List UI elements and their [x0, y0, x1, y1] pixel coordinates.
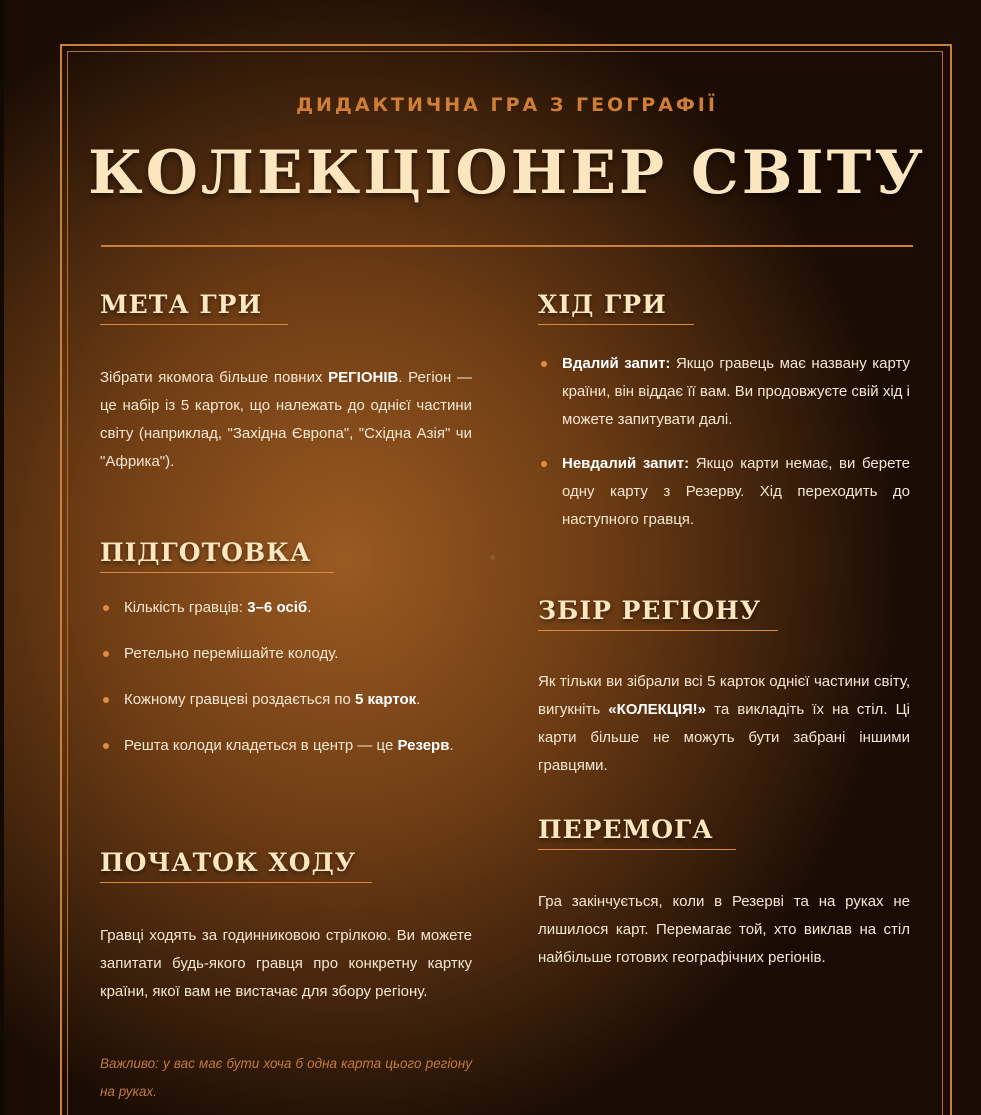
victory-text: Гра закінчується, коли в Резерві та на руках не лишилося карт. Перемагає той, хто виклав на стіл найбільше готових географічних регіонів. — [538, 893, 910, 966]
gameplay-heading-rule — [538, 324, 694, 325]
setup-item — [100, 640, 472, 668]
collect-text-bold: «КОЛЕКЦІЯ!» — [608, 701, 707, 718]
gameplay-item-bold: Вдалий запит: — [562, 355, 671, 372]
setup-item-post: . — [307, 599, 312, 616]
setup-item-bold: 3–6 осіб — [247, 599, 308, 616]
gameplay-item-text: Якщо гравець має названу карту країни, він віддає її вам. Ви продовжуєте свій хід і можете запитувати далі. — [562, 355, 911, 428]
gameplay-item-bold: Невдалий запит: — [562, 455, 690, 472]
gameplay-heading: ХІД ГРИ — [538, 290, 667, 319]
setup-item-text: Кожному гравцеві роздається по — [124, 691, 355, 708]
setup-item-text: Решта колоди кладеться в центр — це — [124, 737, 398, 754]
gameplay-item — [538, 450, 910, 534]
left-column — [100, 0, 472, 1115]
setup-item-bold: 5 карток — [355, 691, 417, 708]
goal-text-part-1: Зібрати якомога більше повних — [100, 369, 329, 386]
setup-item-post: . — [416, 691, 421, 708]
collect-text-part-2: та викладіть їх на стіл. Ці карти більше не можуть бути забрані іншими гравцями. — [538, 701, 910, 774]
setup-item-post: . — [449, 737, 454, 754]
setup-list — [100, 594, 472, 760]
victory-heading-rule — [538, 849, 736, 850]
setup-item — [100, 686, 472, 714]
goal-text-part-2: . Регіон — це набір із 5 карток, що належать до однієї частини світу (наприклад, "Західна Європа", "Східна Азія" чи "Африка"). — [100, 369, 472, 470]
setup-item — [100, 732, 472, 760]
rules-sheet — [4, 0, 981, 1115]
page-title: КОЛЕКЦІОНЕР СВІТУ — [88, 138, 926, 208]
setup-heading: ПІДГОТОВКА — [100, 538, 312, 567]
goal-heading-rule — [100, 324, 288, 325]
victory-heading: ПЕРЕМОГА — [538, 815, 714, 844]
setup-item-bold: Резерв — [397, 737, 450, 754]
turn-start-note: Важливо: у вас має бути хоча б одна карта цього регіону на руках. — [100, 1056, 472, 1099]
gameplay-list — [538, 350, 910, 534]
gameplay-item-text: Якщо карти немає, ви берете одну карту з Резерву. Хід переходить до наступного гравця. — [562, 455, 910, 528]
game-subtitle: ДИДАКТИЧНА ГРА З ГЕОГРАФІЇ — [296, 94, 718, 116]
turn-start-heading-rule — [100, 882, 372, 883]
setup-item — [100, 594, 472, 622]
collect-heading-rule — [538, 630, 778, 631]
setup-item-text: Ретельно перемішайте колоду. — [124, 645, 339, 662]
setup-item-text: Кількість гравців: — [124, 599, 248, 616]
collect-text-part-1: Як тільки ви зібрали всі 5 карток однієї частини світу, вигукніть — [538, 673, 910, 718]
collect-text — [538, 668, 910, 780]
goal-text-bold: РЕГІОНІВ — [328, 369, 399, 386]
turn-start-heading: ПОЧАТОК ХОДУ — [100, 848, 357, 877]
turn-start-text: Гравці ходять за годинниковою стрілкою. Ви можете запитати будь-якого гравця про конкретну картку країни, якої вам не вистачає для збору регіону. — [100, 927, 472, 1000]
right-column — [538, 0, 910, 1115]
collect-heading: ЗБІР РЕГІОНУ — [538, 596, 762, 625]
gameplay-item — [538, 350, 910, 434]
goal-text — [100, 364, 472, 476]
setup-heading-rule — [100, 572, 334, 573]
goal-heading: МЕТА ГРИ — [100, 290, 263, 319]
